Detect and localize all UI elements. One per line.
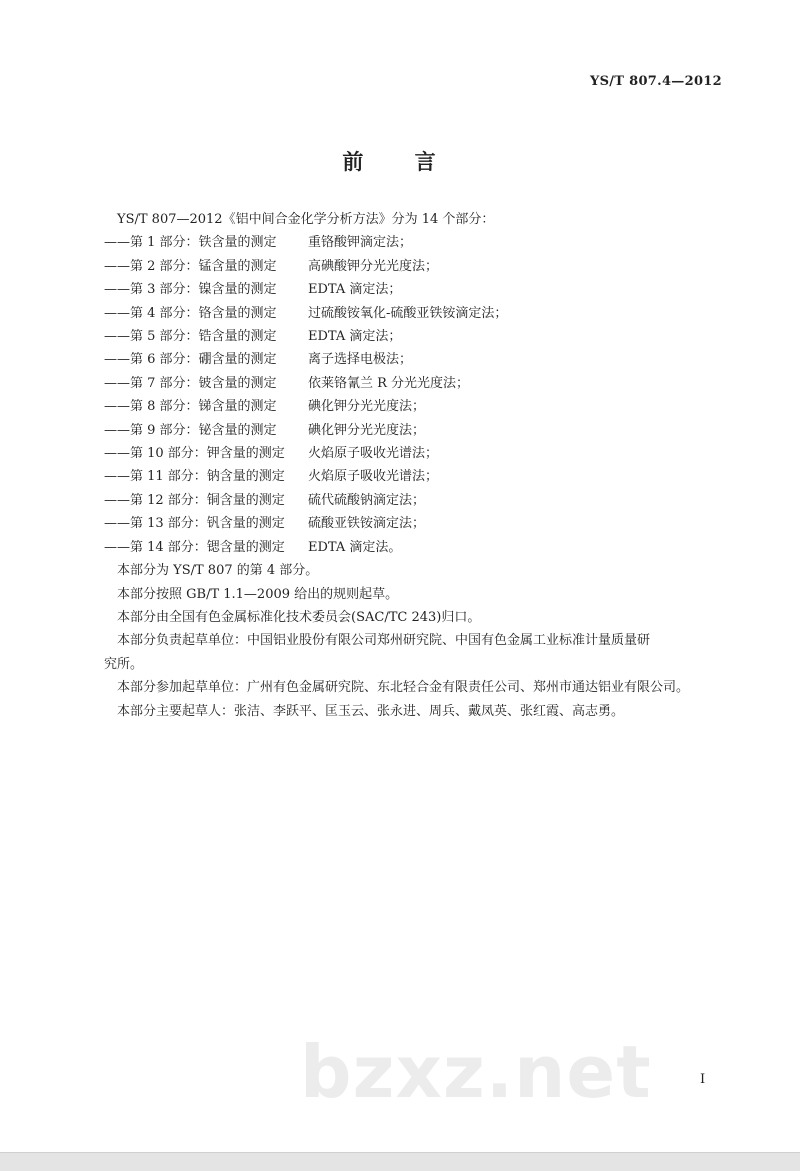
part-label: ——第 7 部分：铍含量的测定 [104, 375, 277, 391]
part-item [104, 419, 744, 442]
intro-paragraph: YS/T 807—2012《铝中间合金化学分析方法》分为 14 个部分： [117, 212, 495, 227]
paragraph-continuation: 究所。 [104, 656, 144, 672]
part-label: ——第 6 部分：硼含量的测定 [104, 352, 277, 368]
part-method: 碘化钾分光光度法； [308, 399, 426, 415]
part-method: 硫代硫酸钠滴定法； [308, 492, 426, 508]
part-label: ——第 1 部分：铁含量的测定 [104, 235, 277, 251]
part-item [104, 372, 744, 395]
part-method: 过硫酸铵氧化-硫酸亚铁铵滴定法； [308, 305, 508, 321]
paragraph: 本部分为 YS/T 807 的第 4 部分。 [117, 563, 319, 579]
part-item [104, 231, 744, 254]
paragraph: 本部分参加起草单位：广州有色金属研究院、东北轻合金有限责任公司、郑州市通达铝业有限公司。 [117, 680, 690, 696]
part-item [104, 465, 744, 488]
paragraph: 本部分按照 GB/T 1.1—2009 给出的规则起草。 [117, 586, 399, 602]
part-item [104, 395, 744, 418]
part-item [104, 302, 744, 325]
part-method: EDTA 滴定法。 [308, 539, 402, 555]
part-label: ——第 9 部分：铋含量的测定 [104, 422, 277, 438]
paragraph: 本部分主要起草人：张洁、李跃平、匡玉云、张永进、周兵、戴凤英、张红霞、高志勇。 [117, 703, 625, 719]
part-label: ——第 5 部分：锆含量的测定 [104, 329, 277, 345]
part-method: EDTA 滴定法； [308, 329, 402, 345]
part-item [104, 278, 744, 301]
part-item [104, 348, 744, 371]
part-method: 依莱铬氰兰 R 分光光度法； [308, 375, 470, 391]
part-label: ——第 11 部分：钠含量的测定 [104, 469, 285, 485]
page-title: 前 言 [342, 149, 458, 174]
part-method: 重铬酸钾滴定法； [308, 235, 413, 251]
part-method: 碘化钾分光光度法； [308, 422, 426, 438]
part-item [104, 442, 744, 465]
part-method: 高碘酸钾分光光度法； [308, 258, 439, 274]
part-method: 离子选择电极法； [308, 352, 413, 368]
part-item [104, 489, 744, 512]
part-label: ——第 14 部分：锶含量的测定 [104, 539, 285, 555]
part-label: ——第 12 部分：铜含量的测定 [104, 492, 285, 508]
part-label: ——第 2 部分：锰含量的测定 [104, 258, 277, 274]
part-item [104, 512, 744, 535]
part-label: ——第 10 部分：钾含量的测定 [104, 446, 285, 462]
document-body [104, 208, 744, 723]
paragraph: 本部分由全国有色金属标准化技术委员会(SAC/TC 243)归口。 [117, 609, 481, 625]
part-item [104, 255, 744, 278]
part-label: ——第 8 部分：锑含量的测定 [104, 399, 277, 415]
part-label: ——第 3 部分：镍含量的测定 [104, 282, 277, 298]
part-method: EDTA 滴定法； [308, 282, 402, 298]
part-item [104, 325, 744, 348]
watermark: bzxz.net [300, 1030, 652, 1114]
part-label: ——第 13 部分：钒含量的测定 [104, 516, 285, 532]
part-item [104, 536, 744, 559]
page-number: I [700, 1072, 706, 1087]
part-label: ——第 4 部分：铬含量的测定 [104, 305, 277, 321]
part-method: 火焰原子吸收光谱法； [308, 446, 439, 462]
part-method: 硫酸亚铁铵滴定法； [308, 516, 426, 532]
part-method: 火焰原子吸收光谱法； [308, 469, 439, 485]
parts-list [104, 231, 744, 559]
paragraph: 本部分负责起草单位：中国铝业股份有限公司郑州研究院、中国有色金属工业标准计量质量研 [117, 633, 651, 649]
page-bottom-edge [0, 1152, 800, 1171]
document-number: YS/T 807.4—2012 [589, 74, 722, 89]
